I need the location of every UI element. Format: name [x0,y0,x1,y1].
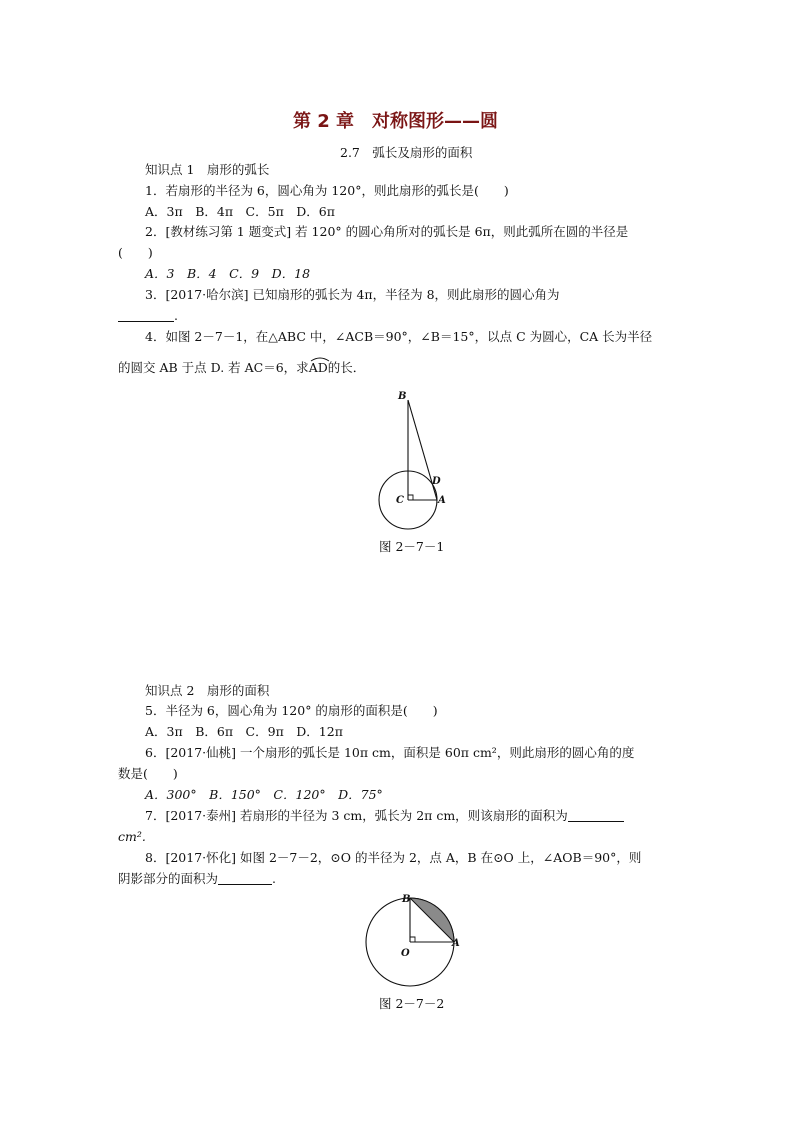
question-8-line2: 阴影部分的面积为 . [118,871,276,886]
question-2-options: A．3 B．4 C．9 D．18 [145,266,311,281]
question-1: 1．若扇形的半径为 6，圆心角为 120°，则此扇形的弧长是( ) [145,183,509,198]
figure-2-7-1-caption: 图 2－7－1 [379,539,445,554]
question-1-options: A．3π B．4π C．5π D．6π [145,204,335,219]
label-a: A [438,495,446,506]
label-o: O [401,948,410,959]
knowledge-point-2-heading: 知识点 2 扇形的面积 [145,683,270,698]
knowledge-point-1-heading: 知识点 1 扇形的弧长 [145,162,270,177]
label-d: D [432,476,441,487]
label-b: B [402,894,411,905]
question-7-line2: cm². [118,829,146,844]
question-8-line1: 8．[2017·怀化] 如图 2－7－2，⊙O 的半径为 2，点 A，B 在⊙O 上，∠AOB＝90°，则 [145,850,642,865]
question-6-line2: 数是( ) [118,766,178,781]
figure-2-7-2-caption: 图 2－7－2 [379,996,445,1011]
question-3-line2: . [118,308,178,324]
section-title: 2.7 弧长及扇形的面积 [340,145,473,160]
question-2-line2: ( ) [118,245,153,260]
question-2-line1: 2．[教材练习第 1 题变式] 若 120° 的圆心角所对的弧长是 6π，则此弧所在圆的半径是 [145,224,629,239]
question-6-line1: 6．[2017·仙桃] 一个扇形的弧长是 10π cm，面积是 60π cm²，则此扇形的圆心角的度 [145,745,635,760]
question-7-line1: 7．[2017·泰州] 若扇形的半径为 3 cm，弧长为 2π cm，则该扇形的面积为 [145,808,624,824]
question-5: 5．半径为 6，圆心角为 120° 的扇形的面积是( ) [145,703,438,718]
shaded-segment [410,898,454,942]
question-4-line1: 4．如图 2－7－1，在△ABC 中，∠ACB＝90°，∠B＝15°，以点 C 为圆心，CA 长为半径 [145,329,653,344]
label-b: B [398,391,407,402]
arc-ad: AD [309,360,328,376]
label-c: C [396,495,404,506]
label-a: A [452,938,460,949]
question-4-line2: 的圆交 AB 于点 D. 若 AC＝6，求 AD的长． [118,360,365,376]
question-5-options: A．3π B．6π C．9π D．12π [145,724,343,739]
chapter-title: 第 2 章 对称图形——圆 [293,111,499,132]
question-6-options: A．300° B．150° C．120° D．75° [145,787,383,802]
question-3-line1: 3．[2017·哈尔滨] 已知扇形的弧长为 4π，半径为 8，则此扇形的圆心角为 [145,287,560,302]
right-angle-mark [410,937,415,942]
